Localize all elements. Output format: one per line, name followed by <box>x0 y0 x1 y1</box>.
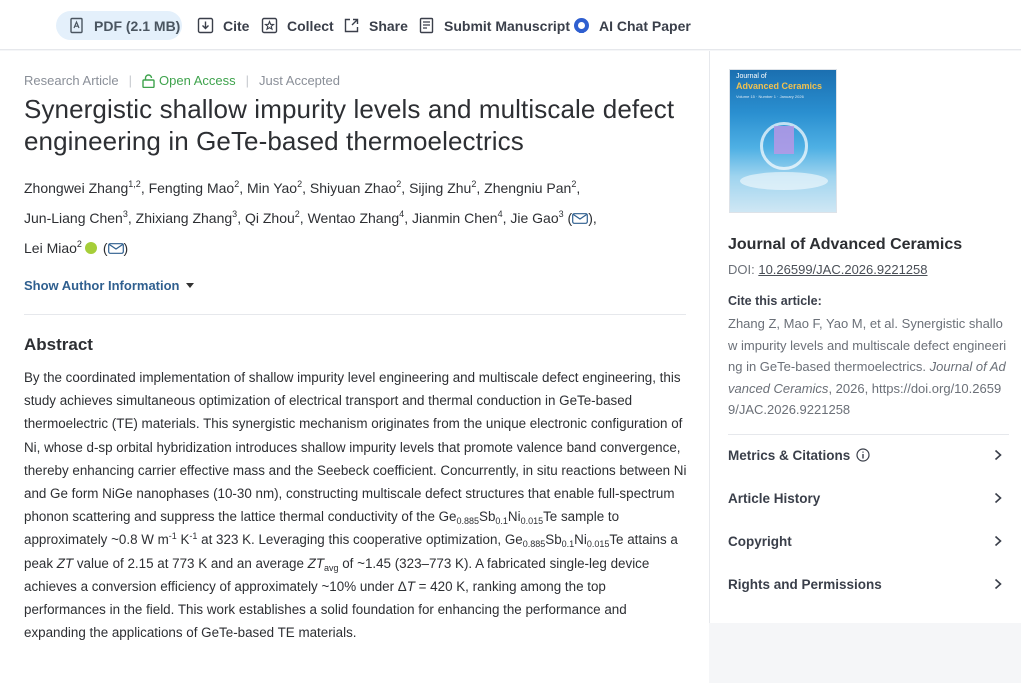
author-name[interactable]: Zhengniu Pan$^2$ <box>484 179 577 196</box>
chevron-right-icon <box>994 492 1002 504</box>
author-name[interactable]: Lei Miao$^2$ <box>24 239 82 256</box>
caret-down-icon <box>186 283 194 288</box>
orcid-icon[interactable] <box>85 242 97 254</box>
cite-button[interactable] <box>197 11 249 40</box>
mail-icon[interactable] <box>572 213 588 224</box>
chevron-right-icon <box>994 449 1002 461</box>
journal-name[interactable]: Journal of Advanced Ceramics <box>728 236 963 253</box>
sidebar-divider <box>728 434 1009 435</box>
cite-label: Cite <box>223 17 250 34</box>
collect-button[interactable] <box>261 11 334 40</box>
metrics-citations-link[interactable] <box>728 444 1002 466</box>
submit-manuscript-button[interactable] <box>418 11 570 40</box>
cover-subtitle: Volume 15 · Number 1 · January 2026 <box>736 94 804 99</box>
ai-chat-icon <box>573 17 590 34</box>
article-status: Just Accepted <box>259 73 340 88</box>
author-name[interactable]: Jie Gao$^3$ <box>510 209 564 226</box>
collect-label: Collect <box>287 17 334 34</box>
article-title: Synergistic shallow impurity levels and multiscale defect engineering in GeTe-based thermoelectrics <box>24 94 675 156</box>
article-type: Research Article <box>24 73 119 88</box>
article-sidebar <box>709 51 1021 623</box>
ai-chat-paper-button[interactable] <box>573 11 691 40</box>
author-name[interactable]: Zhixiang Zhang$^3$ <box>135 209 238 226</box>
pdf-icon <box>68 17 85 34</box>
open-lock-icon <box>142 74 155 88</box>
share-icon <box>343 17 360 34</box>
meta-separator: | <box>128 73 133 88</box>
share-label: Share <box>369 17 408 34</box>
info-icon[interactable] <box>856 448 870 462</box>
author-name[interactable]: Min Yao$^2$ <box>247 179 303 196</box>
meta-separator: | <box>245 73 250 88</box>
author-name[interactable]: Shiyuan Zhao$^2$ <box>309 179 402 196</box>
section-divider <box>24 314 686 315</box>
aichat-label: AI Chat Paper <box>599 17 691 34</box>
abstract-text: By the coordinated implementation of shallow impurity level engineering and multiscale defect engineering, this study achieves simultaneous optimization of electrical transport and thermal conduction in GeTe-based thermoelectric (TE) materials. This synergistic mechanism originates from the unique electronic configuration of Ni, whose d-sp orbital hybridization introduces shallow impurity levels that promote valence band convergence, thereby enhancing carrier effective mass and the Seebeck coefficient. Concurrently, in situ reactions between Ni and Ge form NiGe nanophases (10-30 nm), constructing multiscale defect structures that enable full-spectrum phonon scattering and suppress the lattice thermal conductivity of the $Ge_{0.885}Sb_{0.1}Ni_{0.015}Te$ sample to approximately ~0.8 W $m^{-1}$ $K^{-1}$ at 323 K. Leveraging this cooperative optimization, $Ge_{0.885}Sb_{0.1}Ni_{0.015}Te$ attains a peak ZT value of 2.15 at 773 K and an average $ZT_{avg}$ of ~1.45 (323–773 K). A fabricated single-leg device achieves a conversion efficiency of approximately ~10% under ΔT = 420 K, ranking among the top performances in the field. This work establishes a solid foundation for enhancing the performance and expanding the applications of GeTe-based TE materials. <box>24 370 687 641</box>
author-name[interactable]: Jun-Liang Chen$^3$ <box>24 209 128 226</box>
chevron-right-icon <box>994 535 1002 547</box>
author-name[interactable]: Zhongwei Zhang$^{1,2}$ <box>24 179 141 196</box>
cite-heading: Cite this article: <box>728 294 822 308</box>
copyright-label: Copyright <box>728 533 792 549</box>
article-toolbar <box>0 0 1021 50</box>
show-author-label: Show Author Information <box>24 278 180 293</box>
cover-journal-name: Advanced Ceramics <box>736 81 823 91</box>
submit-label: Submit Manuscript <box>444 17 571 34</box>
author-list: Zhongwei Zhang$^{1,2}$, Fengting Mao$^2$, Min Yao$^2$, Shiyuan Zhao$^2$, Sijing Zhu$^2$, Zhengniu Pan$^2$, Jun-Liang Chen$^3$, Zhixiang Zhang$^3$, Qi Zhou$^2$, Wentao Zhang$^4$, Jianmin Chen$^4$, Jie Gao$^3$ ( ), Lei Miao$^2$ ( ) <box>24 179 597 256</box>
manuscript-icon <box>418 17 435 34</box>
copyright-link[interactable] <box>728 530 1002 552</box>
article-main-panel <box>0 51 709 683</box>
pdf-label: PDF (2.1 MB) <box>94 17 181 34</box>
citation-text: Zhang Z, Mao F, Yao M, et al. Synergistic shallow impurity levels and multiscale defect engineering in GeTe-based thermoelectrics. Journal of Advanced Ceramics, 2026, https://doi.org/10.26599/JAC.2026.9221258 <box>728 316 1007 417</box>
rights-permissions-link[interactable] <box>728 573 1002 595</box>
article-history-link[interactable] <box>728 487 1002 509</box>
journal-cover-image[interactable] <box>729 69 837 213</box>
share-button[interactable] <box>343 11 408 40</box>
show-author-information-toggle[interactable] <box>24 278 194 293</box>
cover-art-disk <box>740 172 828 190</box>
doi-link[interactable]: 10.26599/JAC.2026.9221258 <box>758 262 928 277</box>
article-meta-line <box>24 73 340 88</box>
author-name[interactable]: Qi Zhou$^2$ <box>244 209 300 226</box>
chevron-right-icon <box>994 578 1002 590</box>
author-name[interactable]: Jianmin Chen$^4$ <box>411 209 503 226</box>
mail-icon[interactable] <box>108 243 124 254</box>
open-access-label: Open Access <box>159 73 236 88</box>
doi-line: DOI: 10.26599/JAC.2026.9221258 <box>728 262 928 277</box>
cover-journal-small: Journal of <box>736 73 767 80</box>
star-icon <box>261 17 278 34</box>
author-name[interactable]: Sijing Zhu$^2$ <box>409 179 477 196</box>
author-name[interactable]: Fengting Mao$^2$ <box>148 179 240 196</box>
cover-art-block <box>774 126 794 154</box>
pdf-download-button[interactable] <box>56 11 182 40</box>
history-label: Article History <box>728 490 821 506</box>
open-access-badge <box>142 73 236 88</box>
rights-label: Rights and Permissions <box>728 576 882 592</box>
author-name[interactable]: Wentao Zhang$^4$ <box>307 209 405 226</box>
cite-icon <box>197 17 214 34</box>
abstract-heading: Abstract <box>24 335 93 354</box>
metrics-label: Metrics & Citations <box>728 447 851 463</box>
